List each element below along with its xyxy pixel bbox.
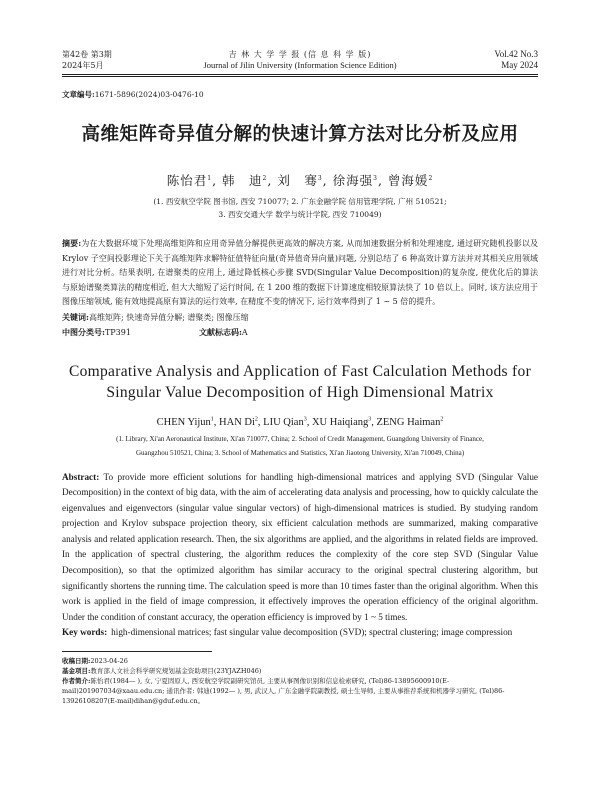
date-en: May 2024 [501,60,538,70]
footnote-received: 收稿日期:2023-04-26 [62,657,128,666]
author-cn: 曾海媛$^2$ [387,173,434,188]
author-cn: 陈怡君$^1$ [166,173,213,188]
authors-cn: 陈怡君$^1$, 韩 迪$^2$, 刘 骞$^3$, 徐海强$^3$, 曾海媛$^2$ [166,173,434,188]
keywords-cn [62,310,538,326]
abstract-cn-label: 摘要: [62,238,82,248]
article-id [62,89,538,100]
author-cn: 韩 迪$^2$ [222,173,268,188]
date-cn: 2024年5月 [62,61,104,70]
doc-code-label: 文献标志码: [198,327,242,337]
keywords-en-label: Key words: [62,627,108,638]
author-en: HAN Di$^2$ [219,416,258,428]
classification-label: 中图分类号: [62,327,105,337]
keywords-cn-text: 高维矩阵; 快速奇异值分解; 谱聚类; 图像压缩 [88,312,249,322]
author-cn: 徐海强$^3$ [332,173,378,188]
keywords-en-text: high-dimensional matrices; fast singular value decomposition (SVD); spectral clustering; image compression [111,627,513,638]
author-en: LIU Qian$^3$ [263,416,307,428]
abstract-cn [62,236,538,310]
header-right [428,49,538,71]
footnote-author-bio: 作者简介:陈怡君(1984— ), 女, 宁夏固原人, 西安航空学院副研究馆员, 主要从事图像识别和信息检索研究, (Tel)86-13895600910(E-mail)201907034@xaau.edu.cn; 通讯作者: 韩迪(1992— ), 男, 武汉人, 广东金融学院副教授, 硕士生导师, 主要从事推荐系统和机器学习研究, (Tel)86-13926108207(E-mail)dihan@gduf.edu.cn。 [62,677,505,706]
header-rule-thin [62,76,538,77]
keywords-en [62,625,538,641]
affiliation-line: Guangzhou 510521, China; 3. School of Mathematics and Statistics, Xi'an Jiaotong University, Xi'an 710049, China) [135,448,465,457]
abstract-en-label: Abstract: [62,471,100,482]
affiliation-line: (1. Library, Xi'an Aeronautical Institute, Xi'an 710077, China; 2. School of Credit Management, Guangdong University of Finance, [116,434,484,443]
paper-title-en [62,361,538,403]
volume-issue-en: Vol.42 No.3 [494,49,538,59]
header-left [62,49,172,71]
abstract-cn-text: 为在大数据环境下处理高维矩阵和应用奇异值分解提供更高效的解决方案, 从而加速数据分析和处理速度, 通过研究随机投影以及 Krylov 子空间投影理论下关于高维矩阵求解特征值特征向量(奇异值奇异向量)问题, 分别总结了 6 种高效计算方法并对其相关应用领域进行对比分析。结果表明, 在谱聚类的应用上, 通过降低核心步骤 SVD(Singular Value Decomposition)的复杂度, 使优化后的算法与原始谱聚类算法的精度相近, 但大大缩短了运行时间, 在 1 200 维的数据下计算速度相较原算法快了 10 倍以上。同时, 该方法应用于图像压缩领域, 能有效地提高原有算法的运行效率, 在精度不变的情况下, 运行效率得到了 1 ~ 5 倍的提升。 [62,239,538,306]
author-en: XU Haiqiang$^3$ [311,416,372,428]
journal-title-cn: 吉 林 大 学 学 报 (信 息 科 学 版) [228,50,372,59]
affiliation-line: 3. 西安交通大学 数学与统计学院, 西安 710049) [218,210,382,219]
abstract-en-text: To provide more efficient solutions for handling high-dimensional matrices and applying SVD (Singular Value Decomposition) in the context of big data, with the aim of accelerating data analysis and processing, how to quickly calculate the eigenvalues and eigenvectors (singular value singular vectors) of high-dimensional matrices is studied. By studying random projection and Krylov subspace projection theory, six efficient calculation methods are summarized, making comparative analysis and related application research. Then, the six algorithms are applied, and the algorithms in related fields are improved. In the application of spectral clustering, the algorithm reduces the complexity of the core step SVD (Singular Value Decomposition), so that the optimized algorithm has similar accuracy to the original spectral clustering algorithm, but significantly shortens the running time. The calculation speed is more than 10 times faster than the original algorithm. When this work is applied in the field of image compression, it effectively improves the operation efficiency of the original algorithm. Under the condition of constant accuracy, the operation efficiency is improved by 1 ~ 5 times. [62,471,538,622]
header-rule [62,74,538,75]
footnote-rule [62,651,212,652]
paper-title-cn: 高维矩阵奇异值分解的快速计算方法对比分析及应用 [81,124,519,145]
footnote-funding: 基金项目:教育部人文社会科学研究规划基金资助项目(23YJAZH046) [62,667,262,676]
authors-en: CHEN Yijun$^1$, HAN Di$^2$, LIU Qian$^3$, XU Haiqiang$^3$, ZENG Haiman$^2$ [156,416,444,428]
author-cn: 刘 骞$^3$ [277,173,323,188]
header-center [172,49,428,71]
author-en: ZENG Haiman$^2$ [376,416,444,428]
affiliations-en [62,432,538,460]
journal-title-en: Journal of Jilin University (Information Science Edition) [203,60,397,70]
volume-issue-cn: 第42卷 第3期 [62,50,112,59]
classification-line [62,325,538,341]
title-en-line: Comparative Analysis and Application of Fast Calculation Methods for [68,362,532,380]
author-en: CHEN Yijun$^1$ [156,416,214,428]
article-id-label: 文章编号: [62,90,95,99]
affiliations-cn [62,195,538,221]
abstract-en [62,470,538,626]
affiliation-line: (1. 西安航空学院 图书馆, 西安 710077; 2. 广东金融学院 信用管理学院, 广州 510521; [153,197,447,206]
footnotes [62,656,538,706]
classification-value: TP391 [104,328,131,337]
doc-code-value: A [241,328,248,337]
keywords-cn-label: 关键词: [62,311,89,322]
article-id-value: 1671-5896(2024)03-0476-10 [94,90,204,99]
running-header [62,0,538,71]
title-en-line: Singular Value Decomposition of High Dimensional Matrix [106,383,494,401]
